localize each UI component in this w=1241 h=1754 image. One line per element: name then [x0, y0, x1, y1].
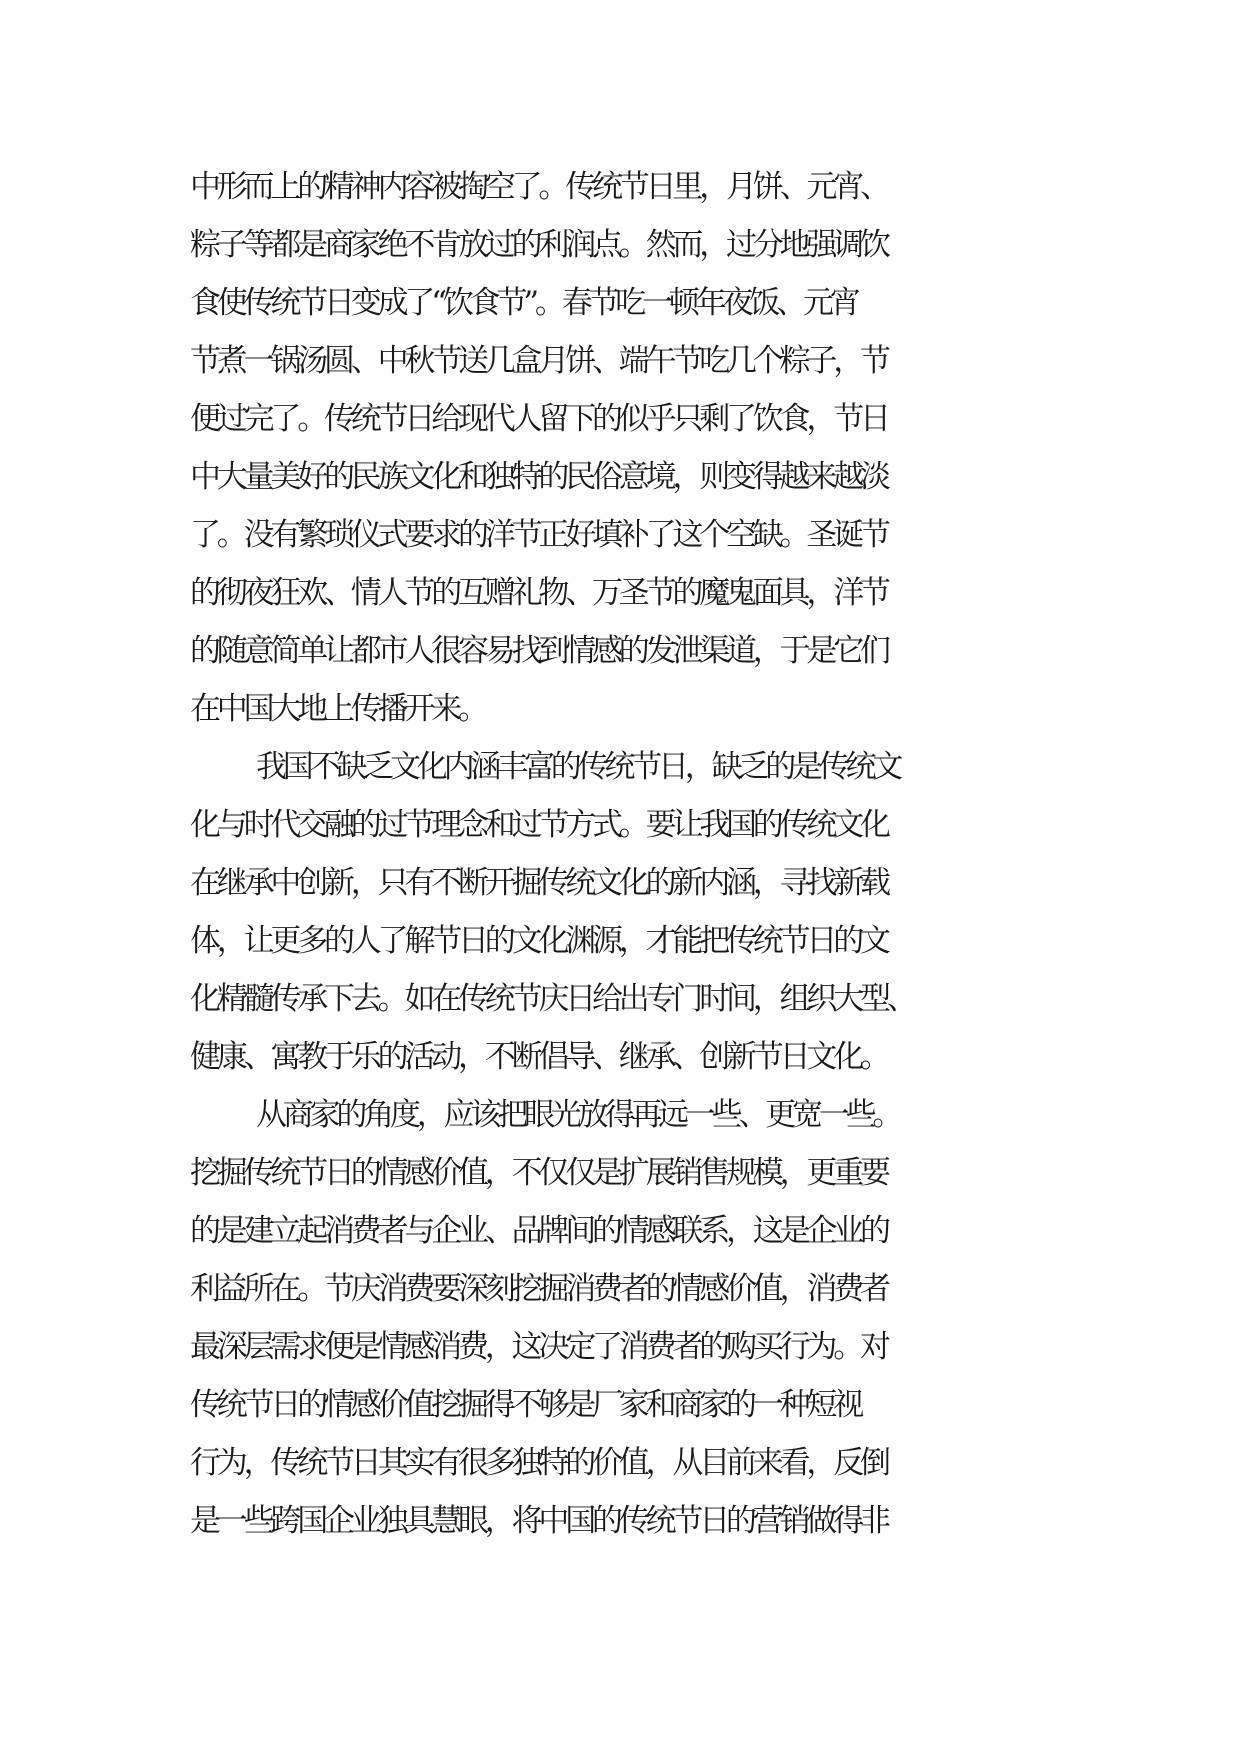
text-line: 食使传统节日变成了“饮食节”。春节吃一顿年夜饭、元宵 [190, 285, 857, 321]
body-text [190, 158, 1090, 1550]
text-line: 在中国大地上传播开来。 [190, 691, 485, 727]
text-line: 我国不缺乏文化内涵丰富的传统节日，缺乏的是传统文 [256, 749, 900, 785]
text-line: 体，让更多的人了解节日的文化渊源，才能把传统节日的文 [190, 923, 887, 959]
text-line: 的是建立起消费者与企业、品牌间的情感联系，这是企业的 [190, 1213, 887, 1249]
text-line: 健康、寓教于乐的活动，不断倡导、继承、创新节日文化。 [190, 1039, 887, 1075]
text-line: 是一些跨国企业独具慧眼，将中国的传统节日的营销做得非 [190, 1503, 887, 1539]
text-line: 化精髓传承下去。如在传统节庆日给出专门时间，组织大型、 [190, 981, 914, 1017]
text-line: 在继承中创新，只有不断开掘传统文化的新内涵，寻找新载 [190, 865, 887, 901]
text-line: 节煮一锅汤圆、中秋节送几盒月饼、端午节吃几个粽子，节 [190, 343, 887, 379]
text-line: 传统节日的情感价值挖掘得不够是厂家和商家的一种短视 [190, 1387, 860, 1423]
text-line: 化与时代交融的过节理念和过节方式。要让我国的传统文化 [190, 807, 887, 843]
text-line: 中大量美好的民族文化和独特的民俗意境，则变得越来越淡 [190, 459, 887, 495]
text-line: 从商家的角度，应该把眼光放得再远一些、更宽一些。 [256, 1097, 900, 1133]
text-line: 最深层需求便是情感消费，这决定了消费者的购买行为。对 [190, 1329, 887, 1365]
text-line: 了。没有繁琐仪式要求的洋节正好填补了这个空缺。圣诞节 [190, 517, 887, 553]
text-line: 行为，传统节日其实有很多独特的价值，从目前来看，反倒 [190, 1445, 887, 1481]
text-line: 利益所在。节庆消费要深刻挖掘消费者的情感价值，消费者 [190, 1271, 887, 1307]
text-line: 的彻夜狂欢、情人节的互赠礼物、万圣节的魔鬼面具，洋节 [190, 575, 887, 611]
text-line: 的随意简单让都市人很容易找到情感的发泄渠道，于是它们 [190, 633, 887, 669]
text-line: 粽子等都是商家绝不肯放过的利润点。然而，过分地强调饮 [190, 227, 887, 263]
text-line: 挖掘传统节日的情感价值，不仅仅是扩展销售规模，更重要 [190, 1155, 887, 1191]
text-line: 中形而上的精神内容被掏空了。传统节日里，月饼、元宵、 [190, 169, 887, 205]
text-line: 便过完了。传统节日给现代人留下的似乎只剩了饮食，节日 [190, 401, 887, 437]
